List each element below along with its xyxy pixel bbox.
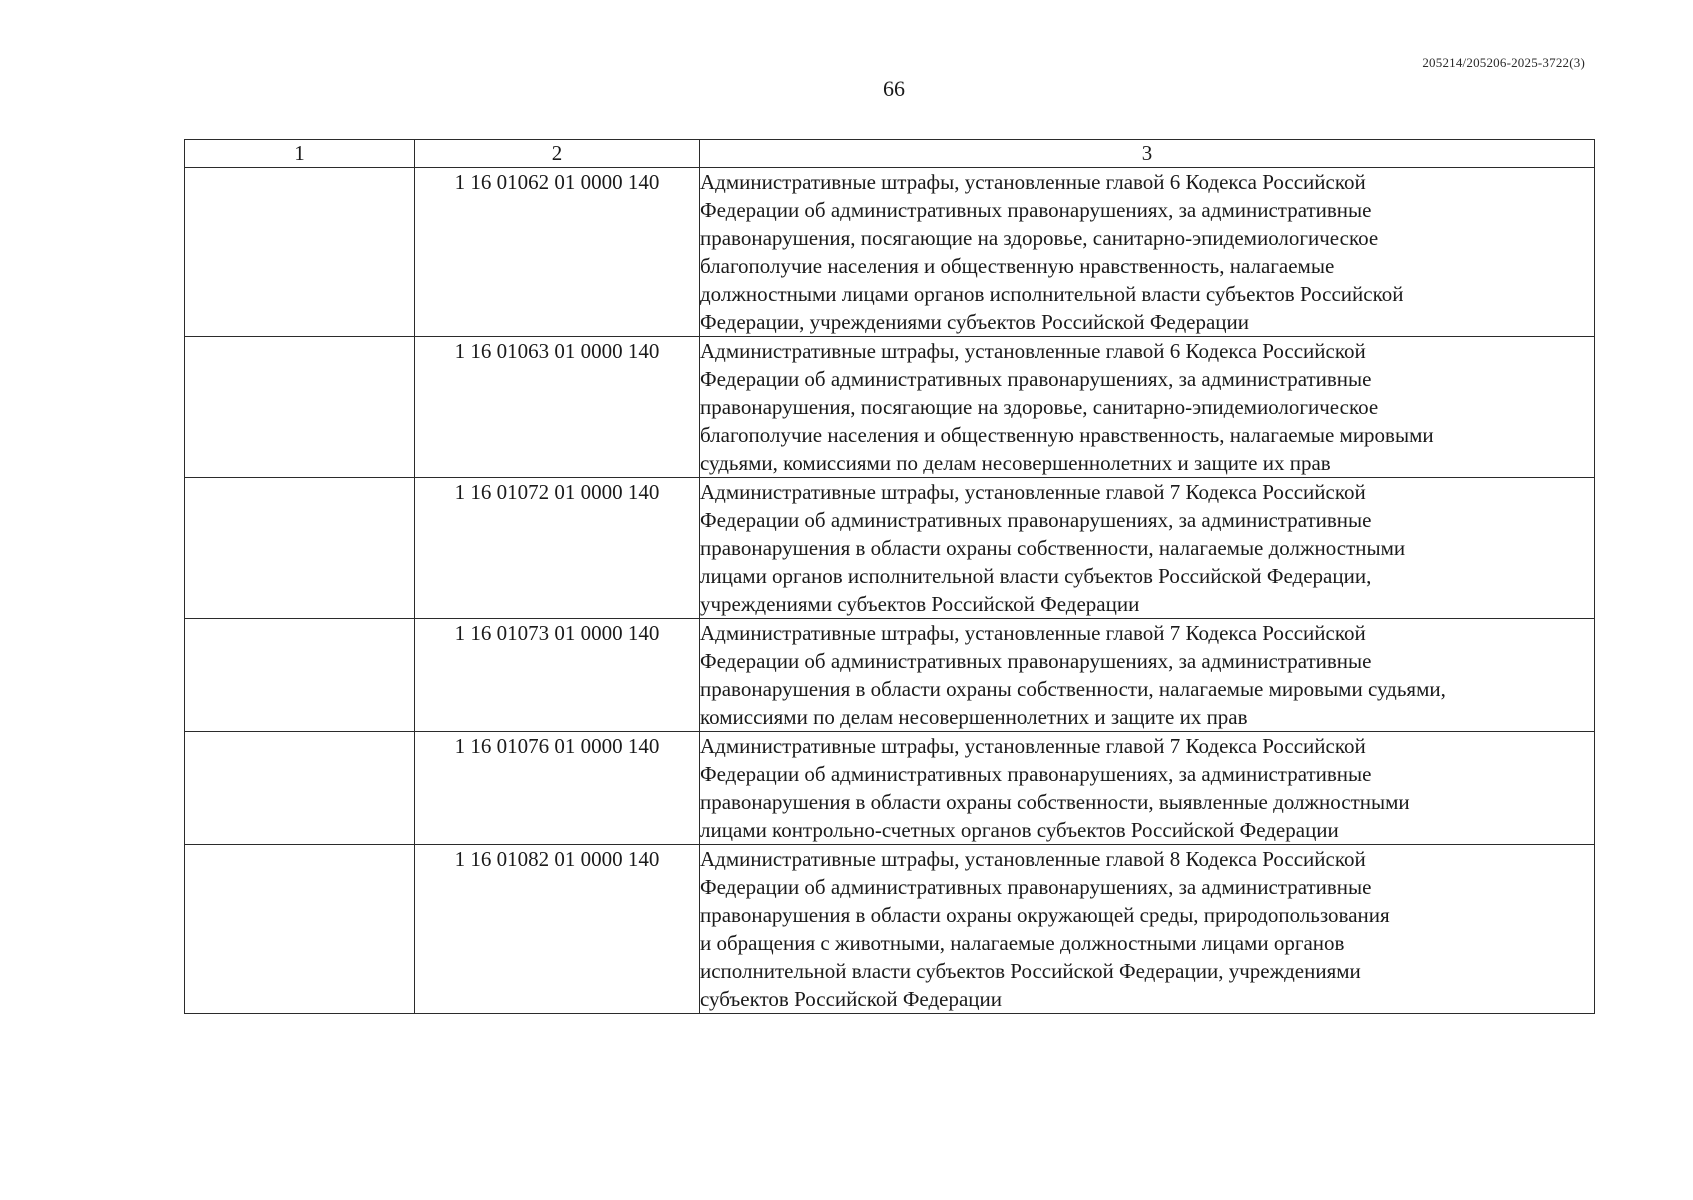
description-line: Федерации об административных правонарушениях, за административные bbox=[700, 649, 1372, 673]
description-line: и обращения с животными, налагаемые должностными лицами органов bbox=[700, 931, 1345, 955]
column-header-2: 2 bbox=[415, 140, 700, 168]
description-line: лицами органов исполнительной власти субъектов Российской Федерации, bbox=[700, 564, 1372, 588]
row-category-cell bbox=[185, 337, 415, 478]
revenue-code-cell: 1 16 01063 01 0000 140 bbox=[415, 337, 700, 478]
description-line: Федерации об административных правонарушениях, за административные bbox=[700, 508, 1372, 532]
description-line: правонарушения в области охраны окружающей среды, природопользования bbox=[700, 903, 1390, 927]
description-line: учреждениями субъектов Российской Федерации bbox=[700, 592, 1140, 616]
description-cell bbox=[700, 337, 1595, 478]
description-line: субъектов Российской Федерации bbox=[700, 987, 1003, 1011]
description-line: Административные штрафы, установленные главой 7 Кодекса Российской bbox=[700, 621, 1366, 645]
description-line: Федерации об административных правонарушениях, за административные bbox=[700, 875, 1372, 899]
table-row bbox=[185, 845, 1595, 1014]
column-header-3: 3 bbox=[700, 140, 1595, 168]
description-line: благополучие населения и общественную нравственность, налагаемые bbox=[700, 254, 1335, 278]
description-line: Административные штрафы, установленные главой 6 Кодекса Российской bbox=[700, 339, 1366, 363]
description-line: правонарушения в области охраны собственности, выявленные должностными bbox=[700, 790, 1410, 814]
row-category-cell bbox=[185, 478, 415, 619]
revenue-code-cell: 1 16 01082 01 0000 140 bbox=[415, 845, 700, 1014]
column-header-1: 1 bbox=[185, 140, 415, 168]
description-line: Административные штрафы, установленные главой 8 Кодекса Российской bbox=[700, 847, 1366, 871]
revenue-codes-table bbox=[184, 139, 1595, 1014]
description-line: благополучие населения и общественную нравственность, налагаемые мировыми bbox=[700, 423, 1434, 447]
description-line: Федерации об административных правонарушениях, за административные bbox=[700, 198, 1372, 222]
table-row bbox=[185, 168, 1595, 337]
revenue-code-cell: 1 16 01073 01 0000 140 bbox=[415, 619, 700, 732]
row-category-cell bbox=[185, 619, 415, 732]
description-line: Административные штрафы, установленные главой 7 Кодекса Российской bbox=[700, 734, 1366, 758]
description-line: лицами контрольно-счетных органов субъектов Российской Федерации bbox=[700, 818, 1339, 842]
revenue-code-cell: 1 16 01072 01 0000 140 bbox=[415, 478, 700, 619]
description-line: комиссиями по делам несовершеннолетних и защите их прав bbox=[700, 705, 1248, 729]
table-row bbox=[185, 619, 1595, 732]
revenue-code-cell: 1 16 01062 01 0000 140 bbox=[415, 168, 700, 337]
description-line: должностными лицами органов исполнительной власти субъектов Российской bbox=[700, 282, 1404, 306]
description-line: Административные штрафы, установленные главой 7 Кодекса Российской bbox=[700, 480, 1366, 504]
row-category-cell bbox=[185, 168, 415, 337]
description-line: правонарушения в области охраны собственности, налагаемые мировыми судьями, bbox=[700, 677, 1446, 701]
table-row bbox=[185, 337, 1595, 478]
document-id: 205214/205206-2025-3722(3) bbox=[1422, 55, 1585, 70]
row-category-cell bbox=[185, 845, 415, 1014]
description-line: правонарушения, посягающие на здоровье, санитарно-эпидемиологическое bbox=[700, 226, 1379, 250]
revenue-code-cell: 1 16 01076 01 0000 140 bbox=[415, 732, 700, 845]
row-category-cell bbox=[185, 732, 415, 845]
description-line: правонарушения в области охраны собственности, налагаемые должностными bbox=[700, 536, 1406, 560]
description-cell bbox=[700, 619, 1595, 732]
description-line: Федерации об административных правонарушениях, за административные bbox=[700, 762, 1372, 786]
header-row bbox=[185, 140, 1595, 168]
table-header bbox=[185, 140, 1595, 168]
description-line: Федерации об административных правонарушениях, за административные bbox=[700, 367, 1372, 391]
table-row bbox=[185, 478, 1595, 619]
table-body bbox=[185, 168, 1595, 1014]
table-row bbox=[185, 732, 1595, 845]
description-cell bbox=[700, 845, 1595, 1014]
description-cell bbox=[700, 732, 1595, 845]
page-number: 66 bbox=[883, 76, 905, 101]
description-line: Административные штрафы, установленные главой 6 Кодекса Российской bbox=[700, 170, 1366, 194]
description-cell bbox=[700, 168, 1595, 337]
description-line: Федерации, учреждениями субъектов Российской Федерации bbox=[700, 310, 1250, 334]
description-cell bbox=[700, 478, 1595, 619]
description-line: правонарушения, посягающие на здоровье, санитарно-эпидемиологическое bbox=[700, 395, 1379, 419]
description-line: исполнительной власти субъектов Российской Федерации, учреждениями bbox=[700, 959, 1361, 983]
description-line: судьями, комиссиями по делам несовершеннолетних и защите их прав bbox=[700, 451, 1331, 475]
